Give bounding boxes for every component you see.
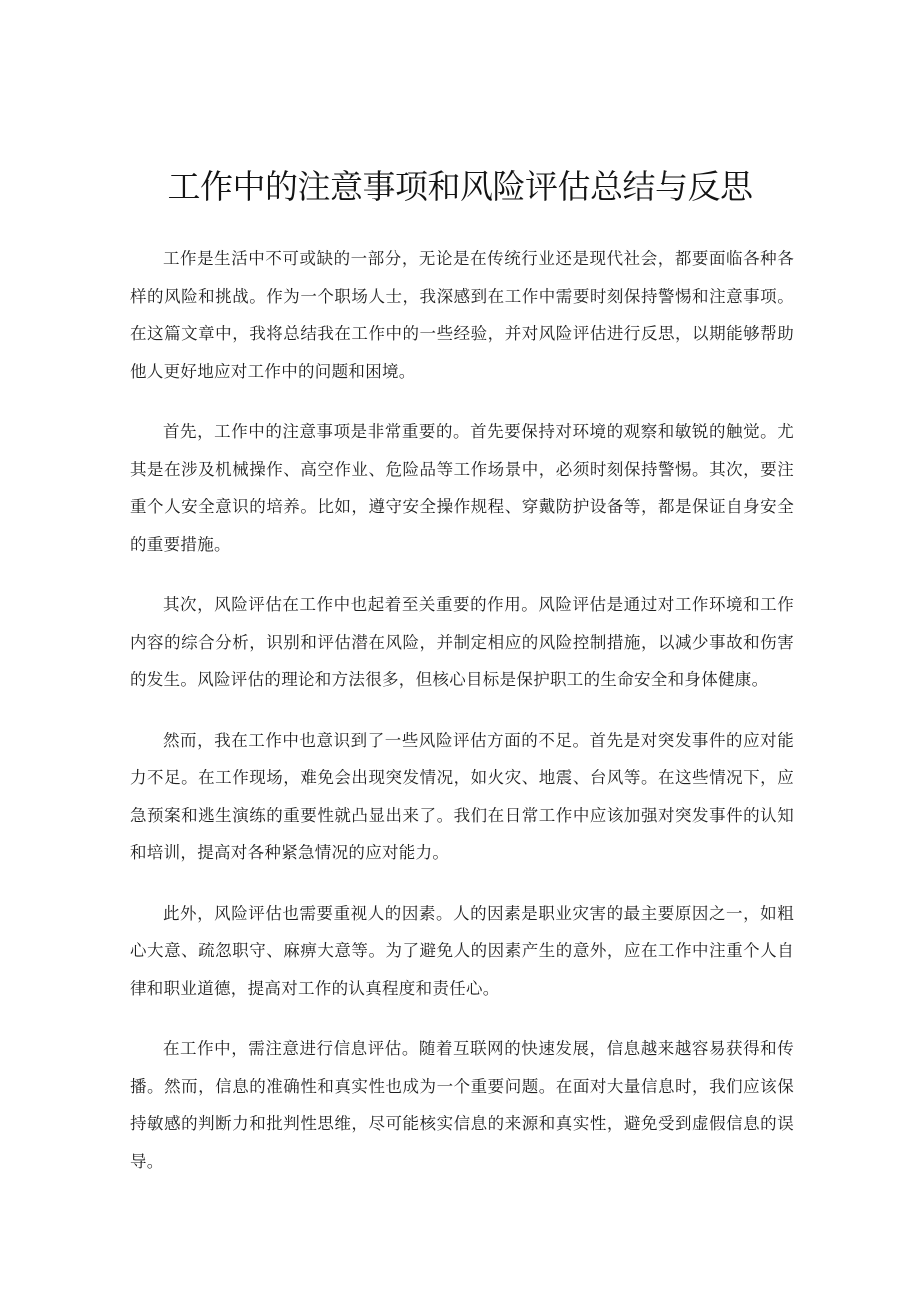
paragraph-precautions: 首先，工作中的注意事项是非常重要的。首先要保持对环境的观察和敏锐的触觉。尤其是在涉及机械操作、高空作业、危险品等工作场景中，必须时刻保持警惕。其次，要注重个人安全意识的培养。比如，遵守安全操作规程、穿戴防护设备等，都是保证自身安全的重要措施。	[130, 422, 794, 554]
paragraph-shortcomings: 然而，我在工作中也意识到了一些风险评估方面的不足。首先是对突发事件的应对能力不足。在工作现场，难免会出现突发情况，如火灾、地震、台风等。在这些情况下，应急预案和逃生演练的重要性就凸显出来了。我们在日常工作中应该加强对突发事件的认知和培训，提高对各种紧急情况的应对能力。	[130, 730, 794, 862]
document-body	[130, 240, 794, 1203]
paragraph-intro: 工作是生活中不可或缺的一部分，无论是在传统行业还是现代社会，都要面临各种各样的风险和挑战。作为一个职场人士，我深感到在工作中需要时刻保持警惕和注意事项。在这篇文章中，我将总结我在工作中的一些经验，并对风险评估进行反思，以期能够帮助他人更好地应对工作中的问题和困境。	[130, 249, 794, 381]
paragraph-risk-assessment: 其次，风险评估在工作中也起着至关重要的作用。风险评估是通过对工作环境和工作内容的综合分析，识别和评估潜在风险，并制定相应的风险控制措施，以减少事故和伤害的发生。风险评估的理论和方法很多，但核心目标是保护职工的生命安全和身体健康。	[130, 595, 794, 689]
paragraph-human-factors: 此外，风险评估也需要重视人的因素。人的因素是职业灾害的最主要原因之一，如粗心大意、疏忽职守、麻痹大意等。为了避免人的因素产生的意外，应在工作中注重个人自律和职业道德，提高对工作的认真程度和责任心。	[130, 903, 794, 998]
paragraph-information-assessment: 在工作中，需注意进行信息评估。随着互联网的快速发展，信息越来越容易获得和传播。然而，信息的准确性和真实性也成为一个重要问题。在面对大量信息时，我们应该保持敏感的判断力和批判性思维，尽可能核实信息的来源和真实性，避免受到虚假信息的误导。	[130, 1039, 794, 1171]
document-title: 工作中的注意事项和风险评估总结与反思	[167, 167, 753, 206]
